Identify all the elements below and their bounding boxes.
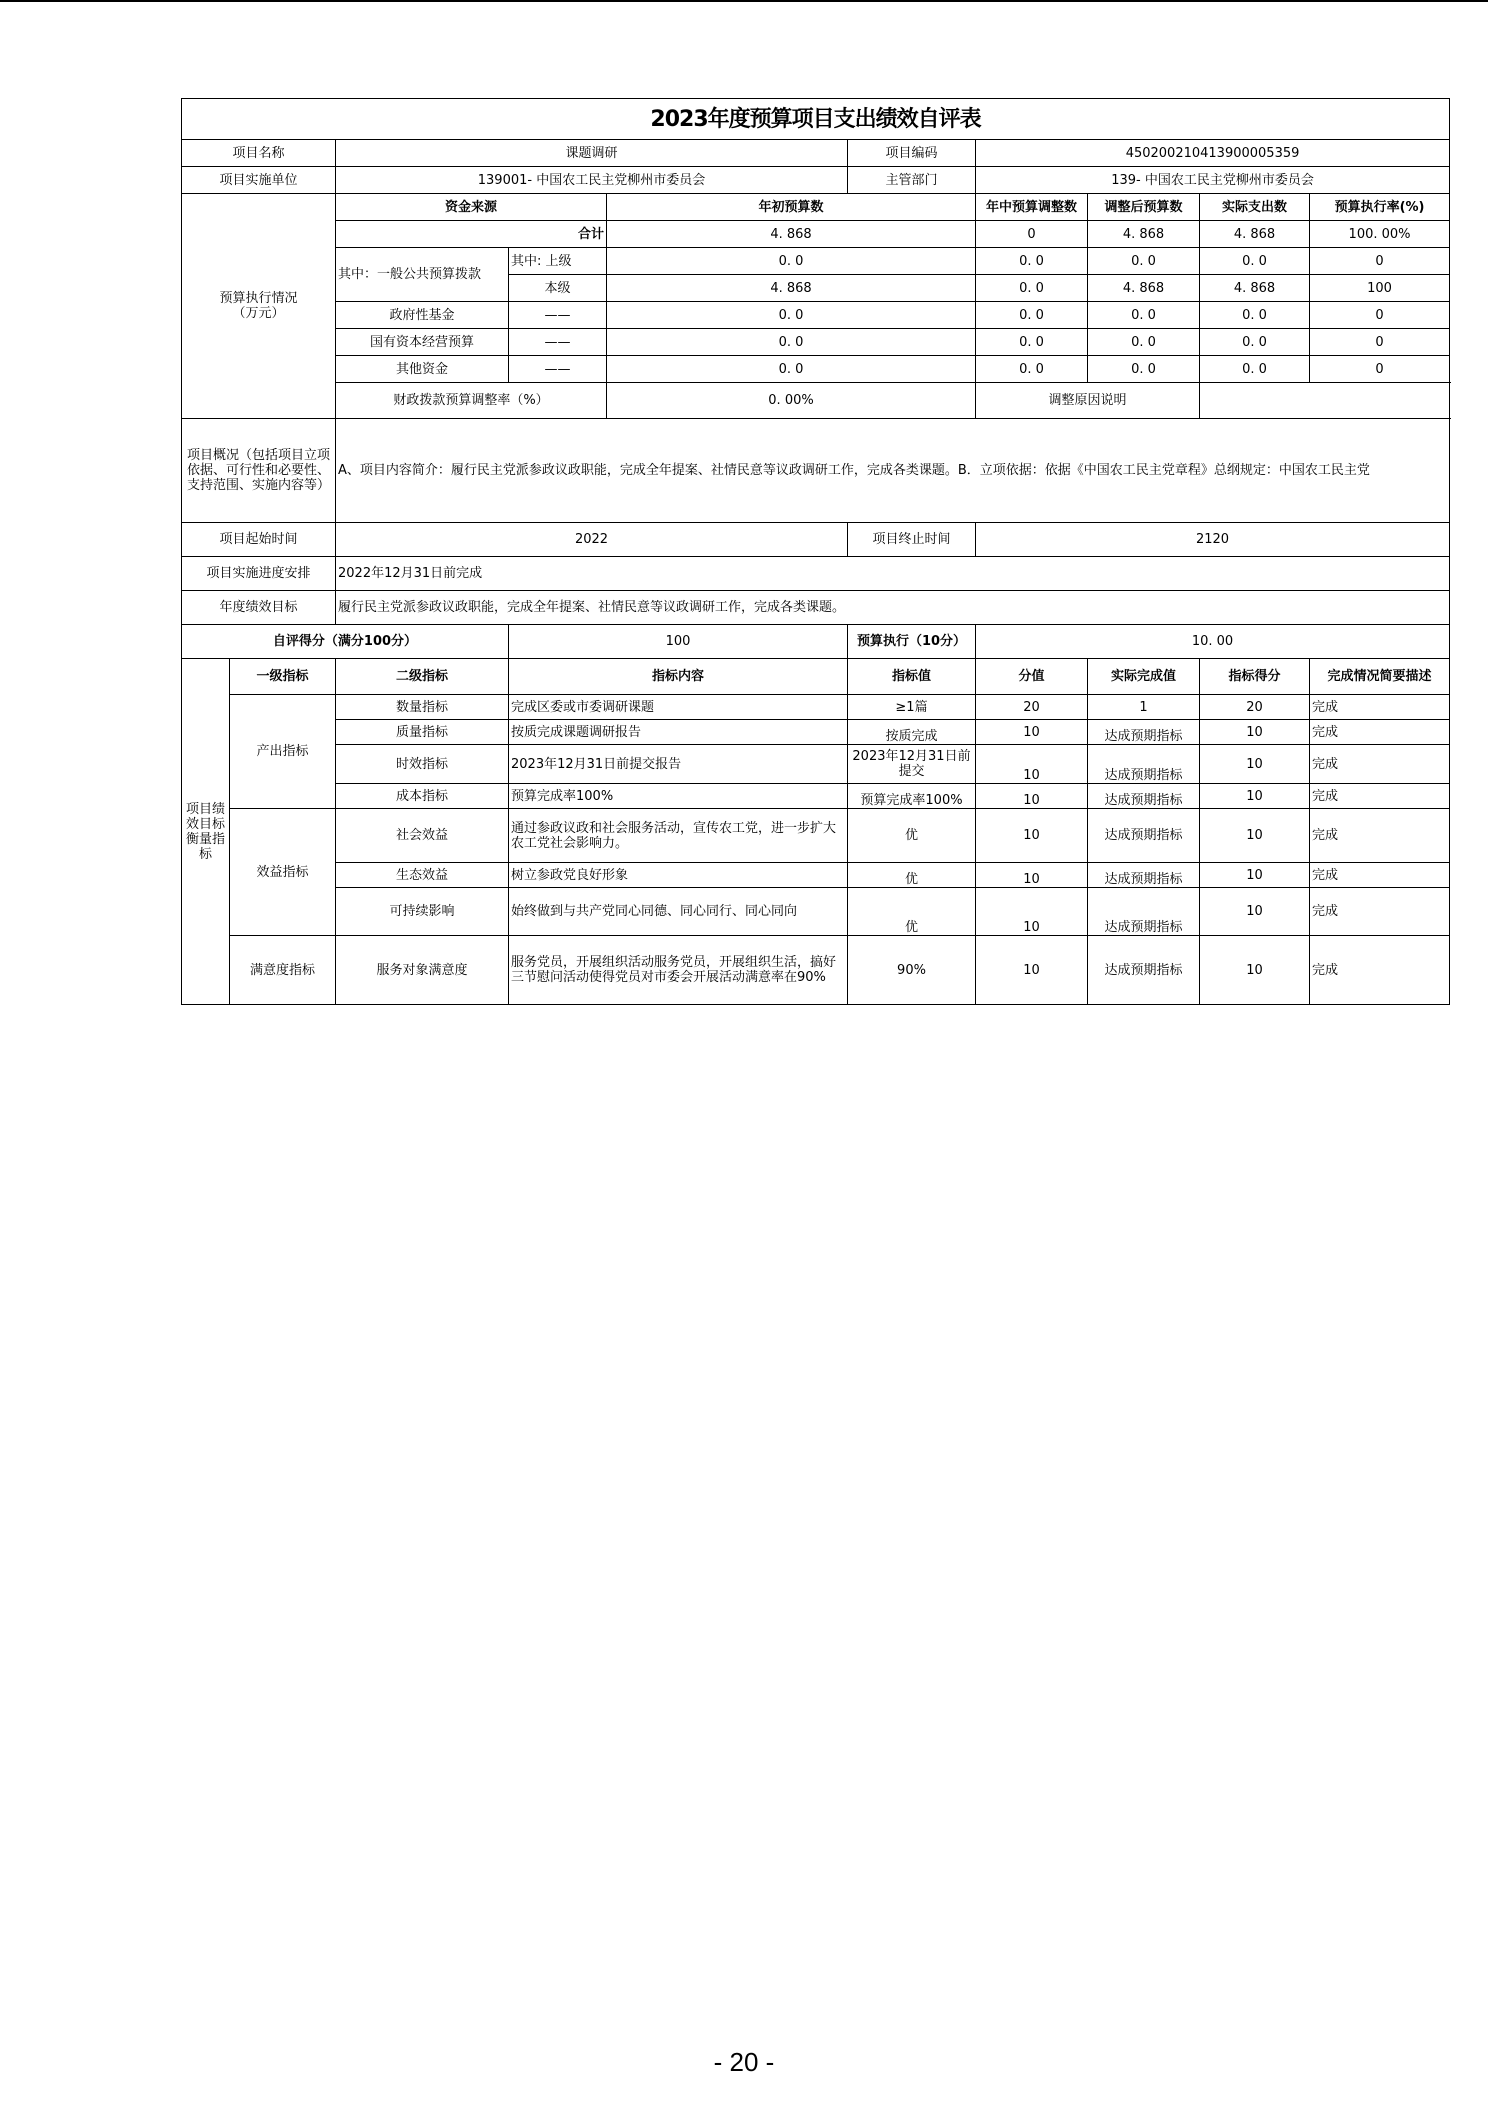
indicator-content: 服务党员，开展组织活动服务党员，开展组织生活，搞好三节慰问活动使得党员对市委会开展活动满意率在90%	[509, 936, 848, 1005]
budget-cell: 0. 0	[1200, 248, 1310, 275]
budget-cell: 0. 0	[976, 329, 1088, 356]
indicator-row	[182, 720, 1450, 745]
budget-cell: 0. 0	[1088, 302, 1200, 329]
dash-cell: ——	[509, 302, 607, 329]
indicator-status: 完成	[1310, 863, 1450, 888]
indicator-row	[182, 745, 1450, 784]
evaluation-table	[181, 98, 1450, 1005]
fund-label: 其他资金	[336, 356, 509, 383]
budget-header-source: 资金来源	[336, 194, 607, 221]
budget-cell: 0. 0	[1088, 248, 1200, 275]
budget-cell: 0. 0	[607, 248, 976, 275]
indicator-content: 按质完成课题调研报告	[509, 720, 848, 745]
budget-header-initial: 年初预算数	[607, 194, 976, 221]
level2-indicator: 可持续影响	[336, 888, 509, 936]
unit-row	[182, 167, 1450, 194]
indicator-target: 按质完成	[848, 720, 976, 745]
fund-label: 政府性基金	[336, 302, 509, 329]
budget-cell: 4. 868	[1200, 221, 1310, 248]
budget-exec-value: 10. 00	[976, 625, 1450, 659]
budget-cell: 0	[976, 221, 1088, 248]
indicator-score: 10	[1200, 720, 1310, 745]
indicator-actual: 1	[1088, 695, 1200, 720]
level2-indicator: 社会效益	[336, 809, 509, 863]
budget-cell: 100	[1310, 275, 1450, 302]
indicator-row	[182, 863, 1450, 888]
general-budget-label: 其中：一般公共预算拨款	[336, 248, 509, 302]
form-title: 2023年度预算项目支出绩效自评表	[182, 99, 1450, 140]
dept-value: 139- 中国农工民主党柳州市委员会	[976, 167, 1450, 194]
self-score-value: 100	[509, 625, 848, 659]
dash-cell: ——	[509, 356, 607, 383]
budget-cell: 0	[1310, 248, 1450, 275]
indicator-status: 完成	[1310, 695, 1450, 720]
indicator-actual: 达成预期指标	[1088, 784, 1200, 809]
performance-self-evaluation-sheet	[181, 98, 1449, 1005]
budget-cell: 0. 0	[1200, 329, 1310, 356]
indicator-status: 完成	[1310, 809, 1450, 863]
indicator-status: 完成	[1310, 888, 1450, 936]
indicator-target: 预算完成率100%	[848, 784, 976, 809]
indicator-actual: 达成预期指标	[1088, 720, 1200, 745]
budget-header-row	[182, 194, 1450, 221]
budget-cell: 0	[1310, 356, 1450, 383]
indicator-header: 二级指标	[336, 659, 509, 695]
top-border-line	[0, 0, 1488, 2]
project-name-label: 项目名称	[182, 140, 336, 167]
budget-fund-row	[182, 302, 1450, 329]
start-value: 2022	[336, 523, 848, 557]
indicator-actual: 达成预期指标	[1088, 888, 1200, 936]
indicator-weight: 10	[976, 784, 1088, 809]
self-score-label: 自评得分（满分100分）	[182, 625, 509, 659]
title-row	[182, 99, 1450, 140]
indicator-weight: 10	[976, 888, 1088, 936]
indicator-weight: 10	[976, 936, 1088, 1005]
indicator-content: 完成区委或市委调研课题	[509, 695, 848, 720]
indicator-actual: 达成预期指标	[1088, 745, 1200, 784]
overview-row	[182, 419, 1450, 523]
start-label: 项目起始时间	[182, 523, 336, 557]
adjust-rate-value: 0. 00%	[607, 383, 976, 419]
budget-header-midyear: 年中预算调整数	[976, 194, 1088, 221]
indicator-target: 优	[848, 809, 976, 863]
indicator-weight: 20	[976, 695, 1088, 720]
indicator-header: 分值	[976, 659, 1088, 695]
budget-cell: 4. 868	[607, 221, 976, 248]
budget-cell: 0	[1310, 302, 1450, 329]
level2-indicator: 生态效益	[336, 863, 509, 888]
indicator-weight: 10	[976, 720, 1088, 745]
project-name-value: 课题调研	[336, 140, 848, 167]
indicator-score: 10	[1200, 936, 1310, 1005]
level1-indicator: 满意度指标	[230, 936, 336, 1005]
annual-goal-row	[182, 591, 1450, 625]
progress-row	[182, 557, 1450, 591]
budget-cell: 0. 0	[607, 356, 976, 383]
indicator-actual: 达成预期指标	[1088, 809, 1200, 863]
dept-label: 主管部门	[848, 167, 976, 194]
budget-state-capital-row	[182, 329, 1450, 356]
project-name-row	[182, 140, 1450, 167]
end-label: 项目终止时间	[848, 523, 976, 557]
indicator-target: 90%	[848, 936, 976, 1005]
budget-cell: 0. 0	[1200, 356, 1310, 383]
end-value: 2120	[976, 523, 1450, 557]
budget-cell: 0	[1310, 329, 1450, 356]
unit-value: 139001- 中国农工民主党柳州市委员会	[336, 167, 848, 194]
indicator-score: 10	[1200, 745, 1310, 784]
project-code-value: 450200210413900005359	[976, 140, 1450, 167]
budget-cell: 0. 0	[1088, 356, 1200, 383]
indicator-score: 10	[1200, 784, 1310, 809]
project-code-label: 项目编码	[848, 140, 976, 167]
budget-upper-row	[182, 248, 1450, 275]
local-level-label: 本级	[509, 275, 607, 302]
level2-indicator: 成本指标	[336, 784, 509, 809]
indicator-content: 通过参政议政和社会服务活动，宣传农工党，进一步扩大农工党社会影响力。	[509, 809, 848, 863]
budget-cell: 0. 0	[976, 302, 1088, 329]
indicator-actual: 达成预期指标	[1088, 863, 1200, 888]
indicator-status: 完成	[1310, 745, 1450, 784]
adjust-rate-label: 财政拨款预算调整率（%）	[336, 383, 607, 419]
indicator-header: 一级指标	[230, 659, 336, 695]
indicator-header-row	[182, 659, 1450, 695]
indicator-content: 2023年12月31日前提交报告	[509, 745, 848, 784]
budget-section-label: 预算执行情况 （万元）	[182, 194, 336, 419]
indicator-score: 20	[1200, 695, 1310, 720]
indicator-target: 优	[848, 863, 976, 888]
indicator-content: 始终做到与共产党同心同德、同心同行、同心同向	[509, 888, 848, 936]
indicator-score: 10	[1200, 863, 1310, 888]
indicator-row	[182, 695, 1450, 720]
budget-exec-label: 预算执行（10分）	[848, 625, 976, 659]
indicator-row	[182, 784, 1450, 809]
indicator-header: 实际完成值	[1088, 659, 1200, 695]
budget-cell: 0. 0	[607, 329, 976, 356]
indicator-content: 树立参政党良好形象	[509, 863, 848, 888]
adjust-reason-value	[1200, 383, 1450, 419]
indicator-header: 指标内容	[509, 659, 848, 695]
annual-goal-value: 履行民主党派参政议政职能，完成全年提案、社情民意等议政调研工作，完成各类课题。	[336, 591, 1450, 625]
budget-cell: 4. 868	[1200, 275, 1310, 302]
indicator-row	[182, 888, 1450, 936]
budget-cell: 0. 0	[1200, 302, 1310, 329]
budget-cell: 4. 868	[607, 275, 976, 302]
indicator-target: 优	[848, 888, 976, 936]
level1-indicator: 产出指标	[230, 695, 336, 809]
budget-header-rate: 预算执行率(%)	[1310, 194, 1450, 221]
budget-cell: 4. 868	[1088, 275, 1200, 302]
level2-indicator: 数量指标	[336, 695, 509, 720]
budget-cell: 4. 868	[1088, 221, 1200, 248]
indicator-row	[182, 936, 1450, 1005]
indicator-status: 完成	[1310, 784, 1450, 809]
progress-value: 2022年12月31日前完成	[336, 557, 1450, 591]
indicator-weight: 10	[976, 863, 1088, 888]
level1-indicator: 效益指标	[230, 809, 336, 936]
indicator-row	[182, 809, 1450, 863]
indicator-actual: 达成预期指标	[1088, 936, 1200, 1005]
indicator-section-label: 项目绩效目标衡量指标	[182, 659, 230, 1005]
indicator-status: 完成	[1310, 720, 1450, 745]
budget-cell: 0. 0	[1088, 329, 1200, 356]
adjust-rate-row	[182, 383, 1450, 419]
indicator-status: 完成	[1310, 936, 1450, 1005]
budget-cell: 100. 00%	[1310, 221, 1450, 248]
indicator-target: 2023年12月31日前提交	[848, 745, 976, 784]
budget-other-row	[182, 356, 1450, 383]
self-score-row	[182, 625, 1450, 659]
progress-label: 项目实施进度安排	[182, 557, 336, 591]
time-row	[182, 523, 1450, 557]
indicator-header: 完成情况简要描述	[1310, 659, 1450, 695]
budget-header-adjusted: 调整后预算数	[1088, 194, 1200, 221]
upper-level-label: 其中: 上级	[509, 248, 607, 275]
fund-label: 国有资本经营预算	[336, 329, 509, 356]
indicator-weight: 10	[976, 809, 1088, 863]
budget-total-row	[182, 221, 1450, 248]
indicator-header: 指标得分	[1200, 659, 1310, 695]
overview-label: 项目概况（包括项目立项依据、可行性和必要性、支持范围、实施内容等）	[182, 419, 336, 523]
page-number: - 20 -	[713, 2047, 775, 2077]
indicator-target: ≥1篇	[848, 695, 976, 720]
budget-header-actual: 实际支出数	[1200, 194, 1310, 221]
budget-cell: 0. 0	[976, 356, 1088, 383]
indicator-header: 指标值	[848, 659, 976, 695]
budget-cell: 0. 0	[607, 302, 976, 329]
budget-cell: 0. 0	[976, 275, 1088, 302]
level2-indicator: 时效指标	[336, 745, 509, 784]
dash-cell: ——	[509, 329, 607, 356]
indicator-content: 预算完成率100%	[509, 784, 848, 809]
indicator-score: 10	[1200, 809, 1310, 863]
adjust-reason-label: 调整原因说明	[976, 383, 1200, 419]
annual-goal-label: 年度绩效目标	[182, 591, 336, 625]
budget-total-label: 合计	[336, 221, 607, 248]
overview-value: A、项目内容简介：履行民主党派参政议政职能，完成全年提案、社情民意等议政调研工作，完成各类课题。B．立项依据：依据《中国农工民主党章程》总纲规定：中国农工民主党	[336, 419, 1450, 523]
unit-label: 项目实施单位	[182, 167, 336, 194]
level2-indicator: 质量指标	[336, 720, 509, 745]
level2-indicator: 服务对象满意度	[336, 936, 509, 1005]
indicator-score: 10	[1200, 888, 1310, 936]
indicator-weight: 10	[976, 745, 1088, 784]
budget-cell: 0. 0	[976, 248, 1088, 275]
